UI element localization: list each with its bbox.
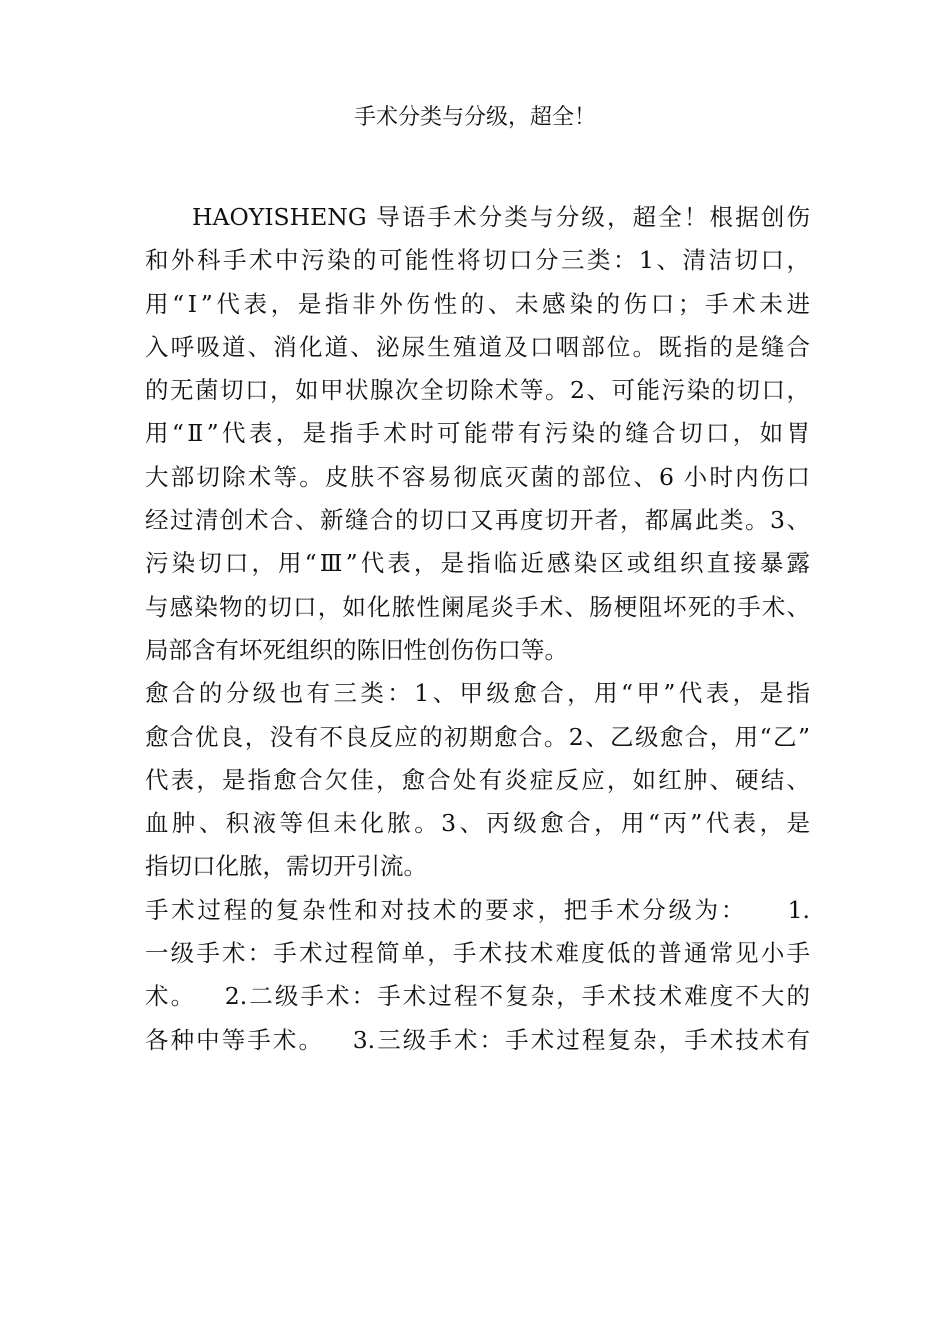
- text-line: 与感染物的切口，如化脓性阑尾炎手术、肠梗阻坏死的手术、: [145, 592, 810, 621]
- text-line: 大部切除术等。皮肤不容易彻底灭菌的部位、6 小时内伤口: [145, 462, 810, 491]
- text-line: 用“Ⅰ”代表，是指非外伤性的、未感染的伤口；手术未进: [145, 289, 810, 318]
- text-line: 的无菌切口，如甲状腺次全切除术等。2、可能污染的切口，: [145, 376, 810, 405]
- paragraph-surgery-grades: [145, 889, 810, 1062]
- text-line: 术。 2.二级手术：手术过程不复杂，手术技术难度不大的: [145, 982, 810, 1011]
- text-line: 污染切口，用“Ⅲ”代表，是指临近感染区或组织直接暴露: [145, 549, 810, 578]
- text-line: 愈合的分级也有三类：1、甲级愈合，用“甲”代表，是指: [145, 679, 810, 708]
- text-line: 用“Ⅱ”代表，是指手术时可能带有污染的缝合切口，如胃: [145, 419, 810, 448]
- text-line: 代表，是指愈合欠佳，愈合处有炎症反应，如红肿、硬结、: [145, 765, 810, 794]
- text-line: 血肿、积液等但未化脓。3、丙级愈合，用“丙”代表，是: [145, 809, 810, 838]
- text-line: 和外科手术中污染的可能性将切口分三类：1、清洁切口，: [145, 246, 810, 275]
- paragraph-wound-classification: [145, 196, 810, 672]
- text-line: 指切口化脓，需切开引流。: [145, 852, 427, 881]
- document-body: [145, 196, 810, 1062]
- paragraph-healing-grades: [145, 672, 810, 888]
- text-line: 各种中等手术。 3.三级手术：手术过程复杂，手术技术有: [145, 1025, 810, 1054]
- text-line: HAOYISHENG 导语手术分类与分级，超全！根据创伤: [192, 203, 810, 231]
- text-line: 局部含有坏死组织的陈旧性创伤伤口等。: [145, 635, 568, 664]
- text-line: 经过清创术合、新缝合的切口又再度切开者，都属此类。3、: [145, 506, 810, 535]
- text-line: 愈合优良，没有不良反应的初期愈合。2、乙级愈合，用“乙”: [145, 722, 810, 751]
- text-line: 入呼吸道、消化道、泌尿生殖道及口咽部位。既指的是缝合: [145, 332, 810, 361]
- text-line: 一级手术：手术过程简单，手术技术难度低的普通常见小手: [145, 939, 810, 968]
- document-title: 手术分类与分级，超全！: [353, 105, 596, 130]
- text-line: 手术过程的复杂性和对技术的要求，把手术分级为： 1.: [145, 895, 810, 924]
